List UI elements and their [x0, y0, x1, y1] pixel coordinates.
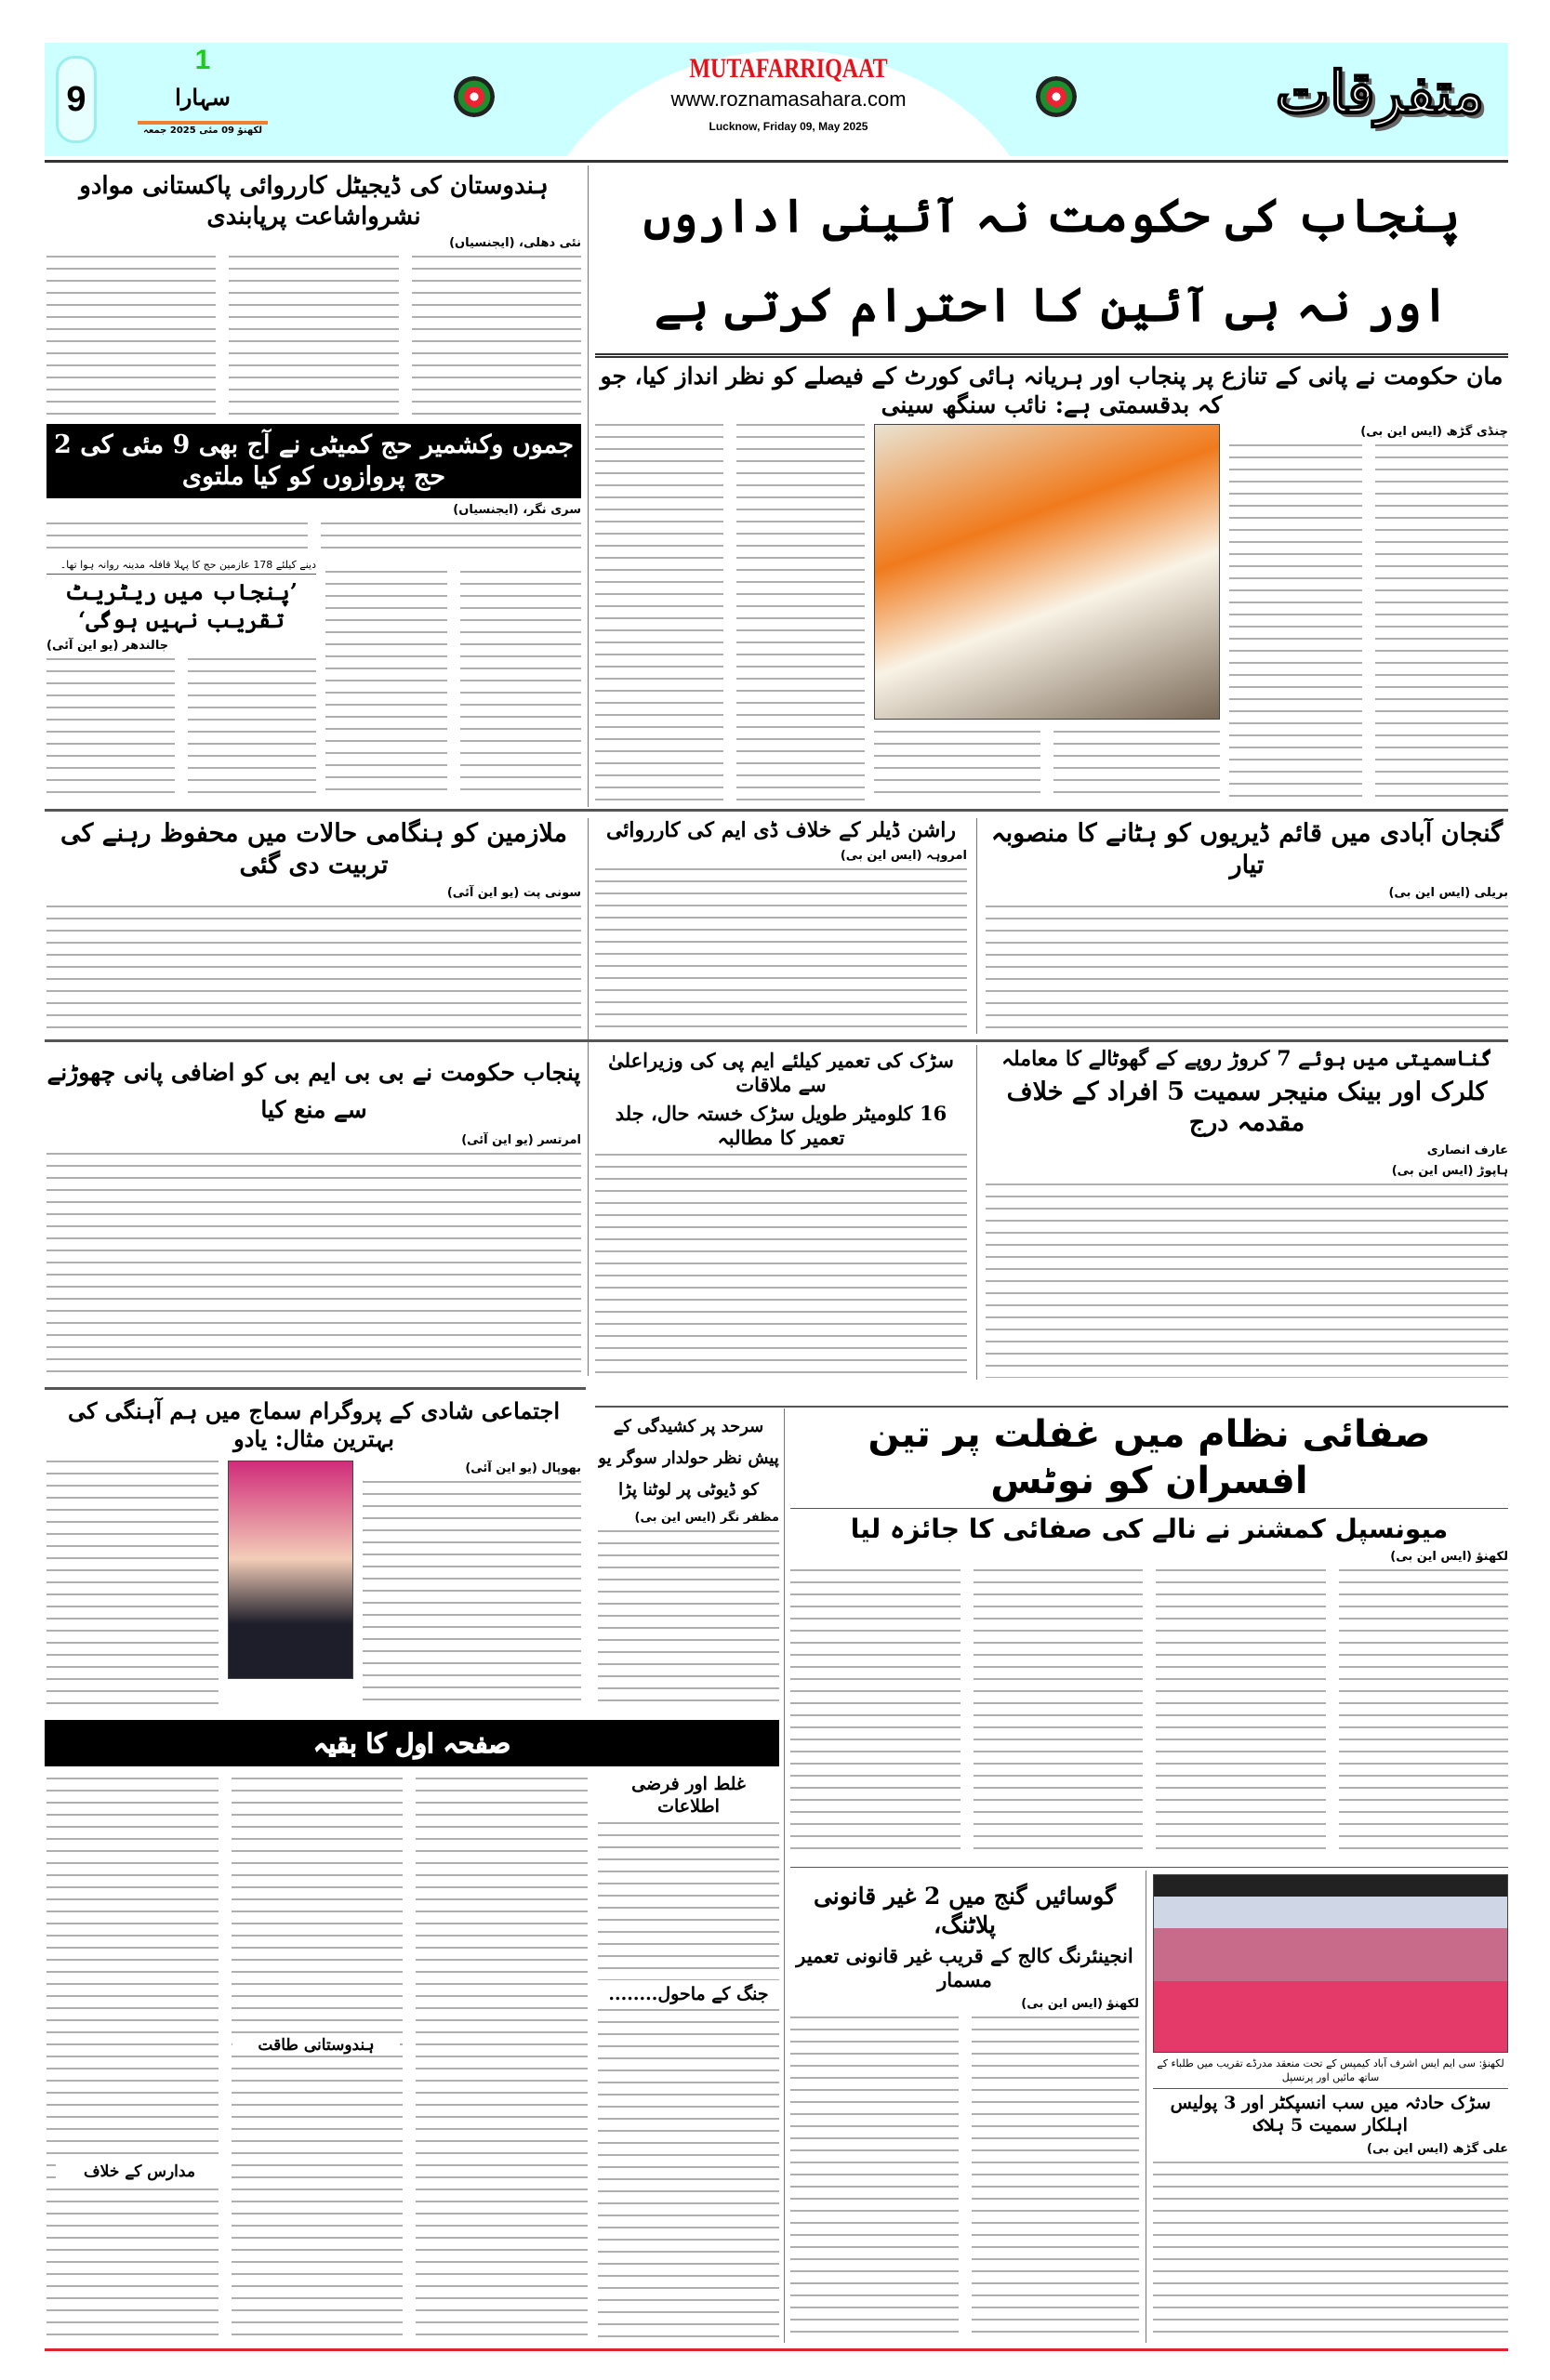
divider — [588, 818, 589, 1376]
headline-sanitation: صفائی نظام میں غفلت پر تین افسران کو نوٹس — [868, 1413, 1431, 1502]
divider — [45, 809, 1508, 812]
divider — [45, 160, 1508, 163]
headline-encroach: گنجان آبادی میں قائم ڈیریوں کو ہٹانے کا منصوبہ تیار — [990, 819, 1504, 879]
article-text — [46, 1461, 219, 1711]
article-text — [412, 256, 581, 418]
article-text — [1375, 444, 1508, 804]
photo-caption: لکھنؤ: سی ایم ایس اشرف آباد کیمپس کے تحت منعقد مدرڈے تقریب میں طلباء کے ساتھ مائیں اور پرنسپل — [1153, 2056, 1508, 2089]
article-text — [874, 731, 1040, 803]
article-text — [46, 906, 581, 1033]
subhead-plotting: انجینئرنگ کالج کے قریب غیر قانونی تعمیر مسمار — [796, 1943, 1133, 1991]
continued-heading: جنگ کے ماحول........ — [608, 1983, 769, 2004]
layout-block: سہارا — [138, 74, 268, 125]
divider — [588, 165, 589, 807]
story-plotting — [790, 1882, 1139, 2343]
article-text — [595, 868, 967, 1033]
article-text — [46, 658, 175, 798]
marriage-right-column — [363, 1461, 581, 1711]
article-text — [325, 571, 447, 796]
story-marriage — [46, 1397, 581, 1711]
dateline: امرتسر (یو این آئی) — [461, 1133, 581, 1147]
emblem-icon — [1036, 76, 1077, 117]
dateline: جالندھر (یو این آئی) — [46, 639, 169, 653]
continued-column — [598, 1774, 779, 2343]
article-columns — [874, 731, 1220, 803]
divider — [784, 1408, 785, 2343]
article-text — [598, 1530, 779, 1709]
article-text — [736, 424, 865, 804]
dateline: بریلی (ایس این بی) — [1388, 885, 1508, 900]
divider — [976, 818, 977, 1034]
headline-accident: سڑک حادثہ میں سب انسپکٹر اور 3 پولیس اہلکار سمیت 5 ہلاک — [1170, 2093, 1491, 2135]
article-text — [595, 424, 723, 804]
article-text — [790, 1569, 960, 1859]
subhead-sanitation: میونسپل کمشنر نے نالے کی صفائی کا جائزہ لیا — [850, 1514, 1449, 1544]
dateline: لکھنؤ (ایس این بی) — [1021, 1997, 1139, 2011]
divider — [595, 1406, 1508, 1408]
masthead — [45, 43, 1508, 156]
article-columns — [790, 2016, 1139, 2343]
story-accident — [1153, 1874, 1508, 2343]
headline-scam: کلرک اور بینک منیجر سمیت 5 افراد کے خلاف مقدمہ درج — [1006, 1077, 1488, 1138]
dateline: علی گڑھ (ایس این بی) — [1367, 2141, 1508, 2156]
article-columns — [595, 424, 865, 804]
article-text — [986, 906, 1508, 1033]
article-text — [46, 522, 308, 555]
section-title-en: MUTAFARRIQAAT — [689, 53, 888, 84]
story-ration — [595, 818, 967, 1032]
article-text — [46, 256, 216, 418]
story-encroach — [986, 818, 1508, 1032]
dateline: ہاپوڑ (ایس این بی) — [1391, 1164, 1508, 1178]
headline-training: ملازمین کو ہنگامی حالات میں محفوظ رہنے کی تربیت دی گئی — [60, 819, 567, 879]
headline-retreat: ’پنجاب میں ریٹریٹ تقریب نہیں ہوگی‘ — [64, 578, 298, 633]
divider — [595, 353, 1508, 358]
story-bbmb — [46, 1054, 581, 1378]
dateline: چنڈی گڑھ (ایس این بی) — [1360, 424, 1508, 439]
story-scam — [986, 1047, 1508, 1378]
kicker-scam: گناسمیتی میں ہوئے 7 کروڑ روپے کے گھوٹالے کا معاملہ — [1001, 1047, 1492, 1071]
dateline: سری نگر، (ایجنسیاں) — [453, 502, 581, 517]
article-text — [1153, 2162, 1508, 2344]
article-text — [598, 1822, 779, 1980]
article-columns — [46, 1778, 588, 2343]
dateline: نئی دھلی، (ایجنسیاں) — [449, 236, 581, 250]
story-lead — [595, 171, 1508, 803]
dateline: مظفر نگر (ایس این بی) — [634, 1511, 779, 1525]
emblem-icon — [454, 76, 495, 117]
lead-right-column — [1229, 424, 1508, 804]
headline-bbmb: پنجاب حکومت نے بی بی ایم بی کو اضافی پانی چھوڑنے سے منع کیا — [46, 1059, 581, 1123]
page-number-badge — [56, 56, 97, 143]
article-text — [460, 571, 582, 796]
headline-digital: ہندوستان کی ڈیجیٹل کارروائی پاکستانی موادو نشرواشاعت پرپابندی — [79, 172, 549, 231]
article-text — [972, 2016, 1140, 2343]
divider — [976, 1045, 977, 1380]
article-columns — [46, 522, 581, 555]
footer-rule — [45, 2348, 1508, 2351]
masthead-center — [565, 52, 1012, 134]
headline-haj: جموں وکشمیر حج کمیٹی نے آج بھی 9 مئی کی 2 حج پروازوں کو کیا ملتوی — [46, 424, 581, 498]
paper-date: لکھنؤ 09 مئی 2025 جمعہ — [142, 126, 263, 136]
headline-lead: پنجاب کی حکومت نہ آئینی اداروں اور نہ ہی آئین کا احترام کرتی ہے — [643, 188, 1461, 332]
article-text — [363, 1481, 581, 1711]
page-number: 9 — [66, 79, 86, 119]
story-road — [595, 1049, 967, 1378]
dateline: لکھنؤ (ایس این بی) — [1390, 1550, 1508, 1564]
dateline: Lucknow, Friday 09, May 2025 — [709, 120, 868, 133]
article-text — [974, 1569, 1144, 1859]
headline-ration: راشن ڈیلر کے خلاف ڈی ایم کی کارروائی — [605, 818, 957, 842]
article-text — [188, 658, 316, 798]
article-columns — [46, 256, 581, 418]
article-text — [986, 1183, 1508, 1378]
lead-body-area — [595, 424, 1508, 804]
dateline: سونی پت (یو این آئی) — [446, 885, 581, 900]
article-text — [1229, 444, 1362, 804]
subhead-road: 16 کلومیٹر طویل سڑک خستہ حال، جلد تعمیر کا مطالبہ — [615, 1101, 947, 1149]
story-digital — [46, 171, 581, 418]
story-training — [46, 818, 581, 1032]
dateline: امروہہ (ایس این بی) — [840, 848, 967, 863]
story-retreat — [46, 558, 316, 798]
story-sanitation — [790, 1411, 1508, 1859]
continued-banner — [45, 1720, 779, 1766]
continued-heading: مدارس کے خلاف — [56, 2162, 223, 2182]
mothers-day-photo — [1153, 1874, 1508, 2053]
dateline: بھوپال (یو این آئی) — [465, 1461, 581, 1475]
article-text — [1156, 1569, 1326, 1859]
continued-banner-title: صفحہ اول کا بقیہ — [313, 1727, 510, 1759]
article-text — [1339, 1569, 1509, 1859]
lead-photo — [874, 424, 1220, 721]
story-haj — [46, 424, 581, 554]
article-columns — [325, 571, 581, 796]
marriage-body-area — [46, 1457, 581, 1711]
continued-heading: غلط اور فرضی اطلاعات — [631, 1774, 746, 1817]
article-text — [232, 1778, 404, 2343]
divider — [790, 1508, 1508, 1509]
subhead-lead: مان حکومت نے پانی کے تنازع پر پنجاب اور ہریانہ ہائی کورٹ کے فیصلے کو نظر انداز کیا، جو کہ بدقسمتی ہے: نائب سنگھ سینی — [600, 363, 1504, 419]
divider — [45, 1039, 1508, 1042]
continued-heading: ہندوستانی طاقت — [232, 2036, 400, 2056]
article-text — [598, 2009, 779, 2343]
byline: عارف انصاری — [1426, 1144, 1508, 1157]
article-text — [1053, 731, 1220, 803]
article-text — [416, 1778, 588, 2343]
headline-plotting: گوسائیں گنج میں 2 غیر قانونی پلاٹنگ، — [813, 1883, 1117, 1939]
sahara-logo — [138, 46, 268, 152]
article-columns — [790, 1569, 1508, 1859]
story-snippet: دینے کیلئے 178 عازمین حج کا پہلا قافلہ مدینہ روانہ ہوا تھا۔ — [46, 558, 316, 575]
article-text — [229, 256, 398, 418]
article-text — [321, 522, 582, 555]
headline-border: سرحد پر کشیدگی کے پیش نظر حولدار سوگر یو کو ڈیوٹی پر لوٹنا پڑا — [598, 1417, 779, 1500]
website: www.roznamasahara.com — [670, 87, 907, 111]
layout-block: 1 — [194, 45, 211, 75]
article-text — [790, 2016, 959, 2343]
article-columns — [46, 658, 316, 798]
section-title-ur: متفرقات — [1275, 59, 1485, 126]
story-border — [598, 1411, 779, 1709]
headline-road: سڑک کی تعمیر کیلئے ایم پی کی وزیراعلیٰ سے ملاقات — [608, 1049, 954, 1097]
headline-marriage: اجتماعی شادی کے پروگرام سماج میں ہم آہنگی کی بہترین مثال: یادو — [67, 1397, 561, 1452]
divider — [45, 1387, 586, 1390]
article-text — [46, 1153, 581, 1378]
divider — [790, 1867, 1508, 1868]
article-text — [595, 1154, 967, 1378]
article-columns — [1229, 444, 1508, 804]
article-text — [46, 1778, 219, 2343]
marriage-photo — [228, 1461, 353, 1679]
